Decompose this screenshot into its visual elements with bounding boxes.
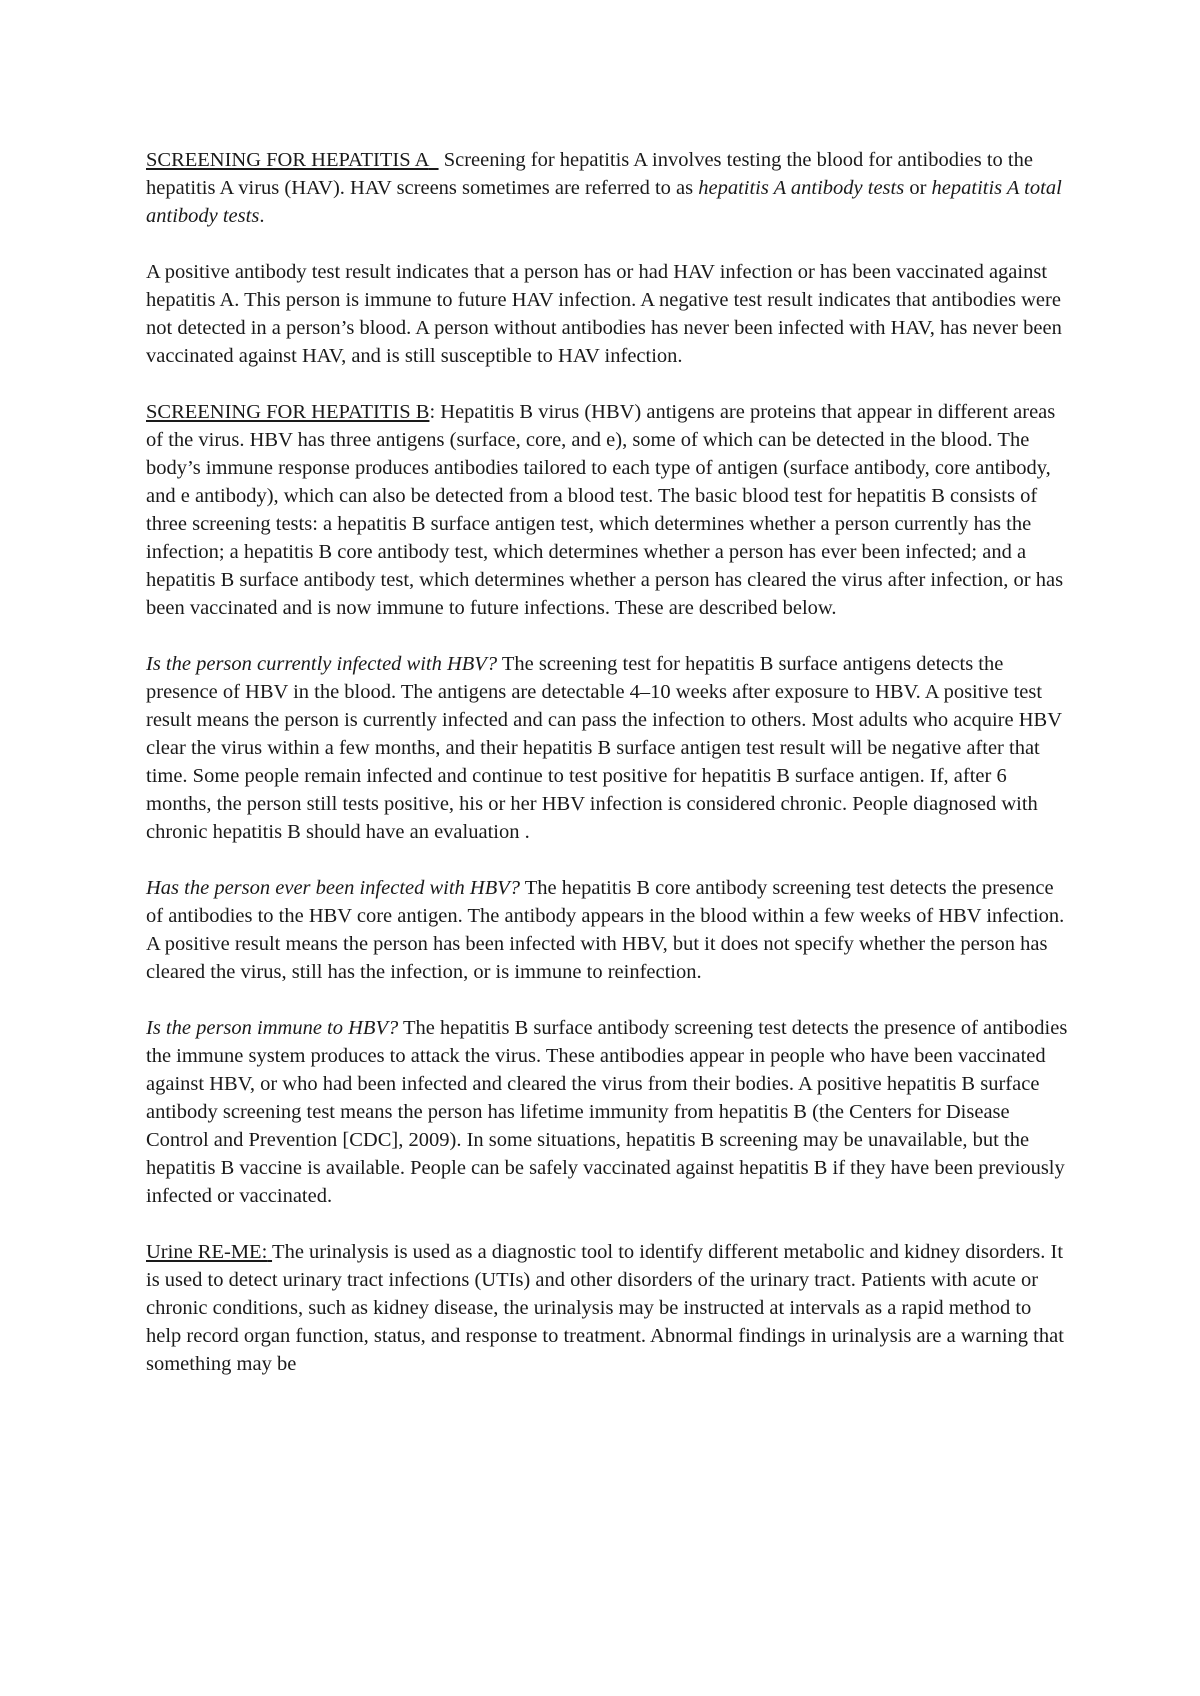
hepatitis-a-intro: Screening for hepatitis A involves testing the blood for antibodies to the hepatitis A virus (HAV). HAV screens sometimes are referred to as [146, 149, 1033, 199]
hepatitis-a-heading: SCREENING FOR HEPATITIS A [146, 149, 429, 171]
immune-question: Is the person immune to HBV? [146, 1017, 399, 1039]
hepatitis-a-term-antibody: hepatitis A antibody tests [698, 177, 905, 199]
hepatitis-b-paragraph [146, 398, 1070, 622]
urine-paragraph [146, 1238, 1070, 1378]
hepatitis-a-or: or [904, 177, 932, 199]
ever-infected-body: The hepatitis B core antibody screening test detects the presence of antibodies to the HBV core antigen. The antibody appears in the blood within a few weeks of HBV infection. A positive result means the person has been infected with HBV, but it does not specify whether the person has cleared the virus, still has the infection, or is immune to reinfection. [146, 877, 1065, 983]
urine-heading: Urine RE-ME: [146, 1241, 268, 1263]
hepatitis-a-term-total-antibody: hepatitis A total antibody tests [146, 177, 1062, 227]
currently-infected-question: Is the person currently infected with HBV? [146, 653, 498, 675]
currently-infected-paragraph [146, 650, 1070, 846]
ever-infected-question: Has the person ever been infected with HBV? [146, 877, 521, 899]
urine-body: The urinalysis is used as a diagnostic tool to identify different metabolic and kidney disorders. It is used to detect urinary tract infections (UTIs) and other disorders of the urinary tract. Patients with acute or chronic conditions, such as kidney disease, the urinalysis may be instructed at intervals as a rapid method to help record organ function, status, and response to treatment. Abnormal findings in urinalysis are a warning that something may be [146, 1241, 1064, 1375]
hepatitis-b-body: : Hepatitis B virus (HBV) antigens are proteins that appear in different areas of the virus. HBV has three antigens (surface, core, and e), some of which can be detected in the blood. The body’s immune response produces antibodies tailored to each type of antigen (surface antibody, core antibody, and e antibody), which can also be detected from a blood test. The basic blood test for hepatitis B consists of three screening tests: a hepatitis B surface antigen test, which determines whether a person currently has the infection; a hepatitis B core antibody test, which determines whether a person has ever been infected; and a hepatitis B surface antibody test, which determines whether a person has cleared the virus after infection, or has been vaccinated and is now immune to future infections. These are described below. [146, 401, 1064, 619]
immune-body: The hepatitis B surface antibody screening test detects the presence of antibodies the immune system produces to attack the virus. These antibodies appear in people who have been vaccinated against HBV, or who had been infected and cleared the virus from their bodies. A positive hepatitis B surface antibody screening test means the person has lifetime immunity from hepatitis B (the Centers for Disease Control and Prevention [CDC], 2009). In some situations, hepatitis B screening may be unavailable, but the hepatitis B vaccine is available. People can be safely vaccinated against hepatitis B if they have been previously infected or vaccinated. [146, 1017, 1068, 1207]
immune-paragraph [146, 1014, 1070, 1210]
hepatitis-b-heading: SCREENING FOR HEPATITIS B [146, 401, 430, 423]
ever-infected-paragraph [146, 874, 1070, 986]
currently-infected-body: The screening test for hepatitis B surface antigens detects the presence of HBV in the blood. The antigens are detectable 4–10 weeks after exposure to HBV. A positive test result means the person is currently infected and can pass the infection to others. Most adults who acquire HBV clear the virus within a few months, and their hepatitis B surface antigen test result will be negative after that time. Some people remain infected and continue to test positive for hepatitis B surface antigen. If, after 6 months, the person still tests positive, his or her HBV infection is considered chronic. People diagnosed with chronic hepatitis B should have an evaluation . [146, 653, 1062, 843]
hepatitis-a-result-paragraph: A positive antibody test result indicates that a person has or had HAV infection or has been vaccinated against hepatitis A. This person is immune to future HAV infection. A negative test result indicates that antibodies were not detected in a person’s blood. A person without antibodies has never been infected with HAV, has never been vaccinated against HAV, and is still susceptible to HAV infection. [146, 261, 1062, 367]
hepatitis-a-paragraph [146, 146, 1070, 230]
hepatitis-a-end: . [259, 205, 265, 227]
